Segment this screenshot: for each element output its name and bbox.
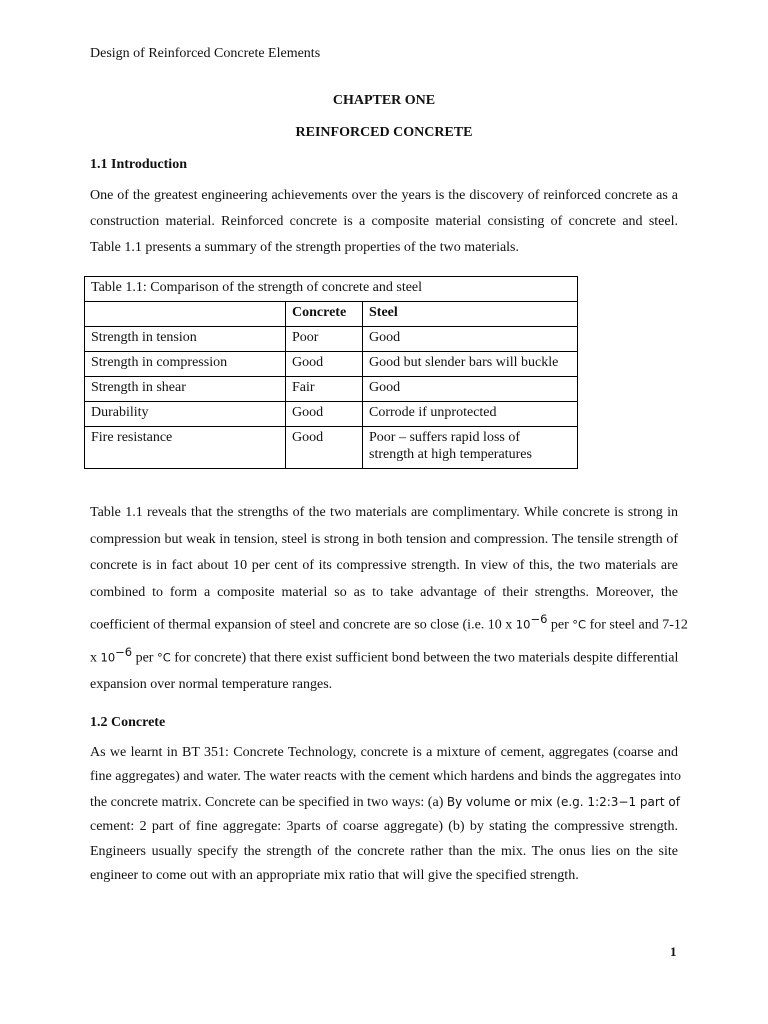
table-cell-steel: Corrode if unprotected [363, 402, 578, 427]
text-run: coefficient of thermal expansion of steel and concrete are so close (i.e. 10 x [90, 617, 516, 633]
power-base: 10 [515, 617, 531, 632]
paragraph-line: cement: 2 part of fine aggregate: 3parts of coarse aggregate) (b) by stating the compressive strength. [90, 819, 678, 835]
table-header-concrete: Concrete [286, 302, 363, 327]
strength-comparison-table [84, 276, 578, 469]
text-run: per [132, 650, 157, 666]
paragraph-line: compression but weak in tension, steel is strong in both tension and compression. The tensile strength of [90, 531, 678, 547]
table-row [85, 427, 578, 469]
paragraph-line: combined to form a composite material so as to take advantage of their strengths. Moreover, the [90, 584, 678, 600]
paragraph-line: One of the greatest engineering achievements over the years is the discovery of reinforced concrete as a [90, 188, 678, 203]
paragraph-line: construction material. Reinforced concrete is a composite material consisting of concrete and steel. [90, 214, 678, 229]
paragraph-line [90, 639, 678, 672]
paragraph-line: Engineers usually specify the strength of the concrete rather than the mix. The onus lies on the site [90, 843, 678, 859]
paragraph-line: fine aggregates) and water. The water reacts with the cement which hardens and binds the aggregates into [90, 769, 682, 785]
table-cell-concrete: Poor [286, 327, 363, 352]
table-cell-concrete: Good [286, 402, 363, 427]
text-run: x [90, 650, 101, 666]
temperature-unit: °C [156, 650, 171, 665]
table-cell-steel: Good but slender bars will buckle [363, 352, 578, 377]
power-exponent: −6 [115, 645, 133, 660]
running-header: Design of Reinforced Concrete Elements [90, 46, 321, 61]
table-cell-steel [363, 427, 578, 469]
chapter-subtitle: REINFORCED CONCRETE [295, 125, 473, 140]
table-cell-property: Durability [85, 402, 286, 427]
chapter-title: CHAPTER ONE [332, 93, 436, 108]
discussion-paragraph [90, 500, 688, 699]
paragraph-line: Table 1.1 reveals that the strengths of the two materials are complimentary. While concrete is strong in [90, 505, 678, 520]
paragraph-line: As we learnt in BT 351: Concrete Technology, concrete is a mixture of cement, aggregates (coarse and [90, 745, 678, 760]
table-cell-steel: Good [363, 377, 578, 402]
paragraph-line: Table 1.1 presents a summary of the strength properties of the two materials. [90, 240, 520, 255]
table-row [85, 352, 578, 377]
concrete-paragraph [90, 741, 682, 888]
table-cell-concrete: Good [286, 352, 363, 377]
table-caption: Table 1.1: Comparison of the strength of concrete and steel [85, 277, 578, 302]
section-heading-introduction: 1.1 Introduction [90, 157, 187, 172]
table-row [85, 377, 578, 402]
table-cell-concrete: Fair [286, 377, 363, 402]
table-cell-property: Strength in shear [85, 377, 286, 402]
paragraph-line [90, 606, 688, 639]
paragraph-line: expansion over normal temperature ranges. [90, 677, 333, 693]
temperature-unit: °C [572, 617, 587, 632]
table-cell-property: Strength in compression [85, 352, 286, 377]
steel-cell-line: strength at high temperatures [369, 447, 532, 462]
steel-cell-line: Poor – suffers rapid loss of [369, 430, 521, 445]
table-header-cell [85, 302, 286, 327]
table-row [85, 402, 578, 427]
table-cell-steel: Good [363, 327, 578, 352]
page-number: 1 [670, 944, 677, 959]
table-cell-property: Strength in tension [85, 327, 286, 352]
table-row [85, 327, 578, 352]
mix-ratio-text: By volume or mix (e.g. 1:2:3−1 part of [446, 794, 680, 809]
text-run: for concrete) that there exist sufficient bond between the two materials despite differential [170, 650, 679, 666]
text-run: per [547, 617, 573, 633]
power-exponent: −6 [530, 612, 548, 626]
text-run: the concrete matrix. Concrete can be specified in two ways: (a) [90, 794, 447, 810]
intro-paragraph [90, 183, 678, 261]
power-base: 10 [100, 650, 116, 665]
text-run: for steel and 7-12 [586, 617, 688, 633]
paragraph-line: concrete is in fact about 10 per cent of its compressive strength. In view of this, the two materials are [90, 558, 678, 573]
paragraph-line [90, 790, 678, 815]
table-header-steel: Steel [363, 302, 578, 327]
table-cell-concrete: Good [286, 427, 363, 469]
table-cell-property: Fire resistance [85, 427, 286, 469]
paragraph-line: engineer to come out with an appropriate mix ratio that will give the specified strength. [90, 868, 579, 884]
section-heading-concrete: 1.2 Concrete [90, 715, 166, 730]
